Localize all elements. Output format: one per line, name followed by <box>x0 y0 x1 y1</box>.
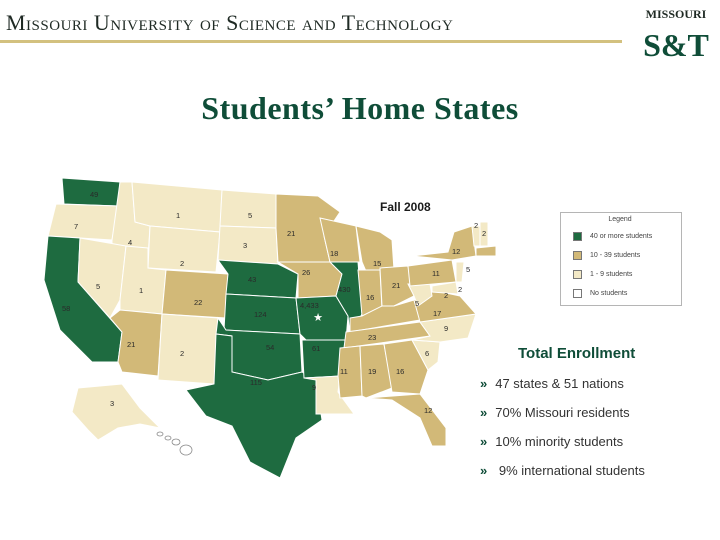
logo-top-text: MISSOURI <box>645 7 707 21</box>
count-michigan: 15 <box>373 259 382 268</box>
count-texas: 115 <box>250 378 262 387</box>
count-new-jersey: 2 <box>458 285 463 294</box>
header-rule <box>0 40 622 43</box>
count-new-mexico: 2 <box>180 349 185 358</box>
bullet-text: 70% Missouri residents <box>495 405 630 420</box>
count-nevada: 5 <box>96 282 101 291</box>
count-montana: 1 <box>176 211 181 220</box>
count-tennessee: 23 <box>368 333 377 342</box>
count-wisconsin: 18 <box>330 249 339 258</box>
bullet-mark: » <box>480 434 488 449</box>
bullet-item <box>480 434 645 463</box>
legend-item-10-39 <box>573 250 640 260</box>
legend-item-1-9 <box>573 269 632 279</box>
bullet-item <box>480 376 645 405</box>
legend-swatch-gold <box>573 251 582 260</box>
count-alaska: 3 <box>110 399 115 408</box>
state-oregon <box>48 204 118 240</box>
count-washington: 49 <box>90 190 99 199</box>
state-florida <box>366 394 446 446</box>
count-nebraska: 43 <box>248 275 257 284</box>
count-massachusetts: 5 <box>466 265 471 274</box>
state-new-mexico <box>158 314 218 384</box>
header <box>0 0 720 72</box>
state-alaska <box>72 384 160 440</box>
count-new-hampshire: 2 <box>482 229 487 238</box>
count-arizona: 21 <box>127 340 136 349</box>
legend-swatch-light <box>573 270 582 279</box>
state-south-dakota <box>218 226 278 264</box>
bullet-text: 47 states & 51 nations <box>495 376 624 391</box>
legend-swatch-dark-green <box>573 232 582 241</box>
state-hawaii <box>157 432 192 455</box>
state-massachusetts <box>476 246 496 256</box>
enrollment-bullets <box>480 376 645 492</box>
bullet-item <box>480 463 645 492</box>
count-west-virginia: 5 <box>415 299 420 308</box>
legend-swatch-white <box>573 289 582 298</box>
count-california: 58 <box>62 304 71 313</box>
bullet-text: 9% international students <box>495 463 645 478</box>
map-legend <box>560 212 682 306</box>
university-logo <box>640 4 712 66</box>
state-maine <box>488 196 518 236</box>
count-ohio: 21 <box>392 281 401 290</box>
count-iowa: 26 <box>302 268 311 277</box>
count-south-carolina: 6 <box>425 349 430 358</box>
count-mississippi: 11 <box>340 367 348 376</box>
count-idaho: 4 <box>128 238 133 247</box>
count-indiana: 16 <box>366 293 375 302</box>
total-enrollment-title: Total Enrollment <box>518 345 636 362</box>
logo-bottom-text: S&T <box>643 27 709 63</box>
count-maryland: 2 <box>444 291 449 300</box>
legend-item-none <box>573 288 627 298</box>
count-vermont: 2 <box>474 221 479 230</box>
state-north-dakota <box>220 190 276 228</box>
legend-item-40-plus <box>573 231 652 241</box>
bullet-mark: » <box>480 376 488 391</box>
state-colorado <box>162 270 228 318</box>
legend-title: Legend <box>608 216 632 223</box>
legend-label: No students <box>590 289 628 297</box>
count-minnesota: 21 <box>287 229 296 238</box>
count-south-dakota: 3 <box>243 241 248 250</box>
count-alabama: 19 <box>368 367 377 376</box>
bullet-item <box>480 405 645 434</box>
campus-star-icon: ★ <box>313 312 323 324</box>
fall-label: Fall 2008 <box>380 200 431 214</box>
count-north-carolina: 9 <box>444 324 449 333</box>
count-pennsylvania: 11 <box>432 269 440 278</box>
count-virginia: 17 <box>433 309 442 318</box>
count-illinois: 430 <box>338 285 351 294</box>
count-missouri: 4,433 <box>300 301 319 310</box>
bullet-mark: » <box>480 405 488 420</box>
bullet-text: 10% minority students <box>495 434 624 449</box>
count-north-dakota: 5 <box>248 211 253 220</box>
legend-label: 1 - 9 students <box>590 270 633 278</box>
count-colorado: 22 <box>194 298 203 307</box>
count-oregon: 7 <box>74 222 79 231</box>
legend-label: 10 - 39 students <box>590 251 641 259</box>
page-title: Students’ Home States <box>201 90 519 126</box>
count-arkansas: 61 <box>312 344 321 353</box>
count-louisiana: 9 <box>312 383 317 392</box>
count-wyoming: 2 <box>180 259 185 268</box>
state-montana <box>132 182 222 232</box>
count-utah: 1 <box>139 286 144 295</box>
count-new-york: 12 <box>452 247 461 256</box>
state-new-jersey <box>456 262 464 282</box>
university-name: Missouri University of Science and Technology <box>6 10 454 35</box>
count-florida: 12 <box>424 406 433 415</box>
count-georgia: 16 <box>396 367 405 376</box>
legend-label: 40 or more students <box>590 232 653 240</box>
state-new-york <box>412 226 476 260</box>
count-kansas: 124 <box>254 310 267 319</box>
count-oklahoma: 54 <box>266 343 275 352</box>
bullet-mark: » <box>480 463 488 478</box>
